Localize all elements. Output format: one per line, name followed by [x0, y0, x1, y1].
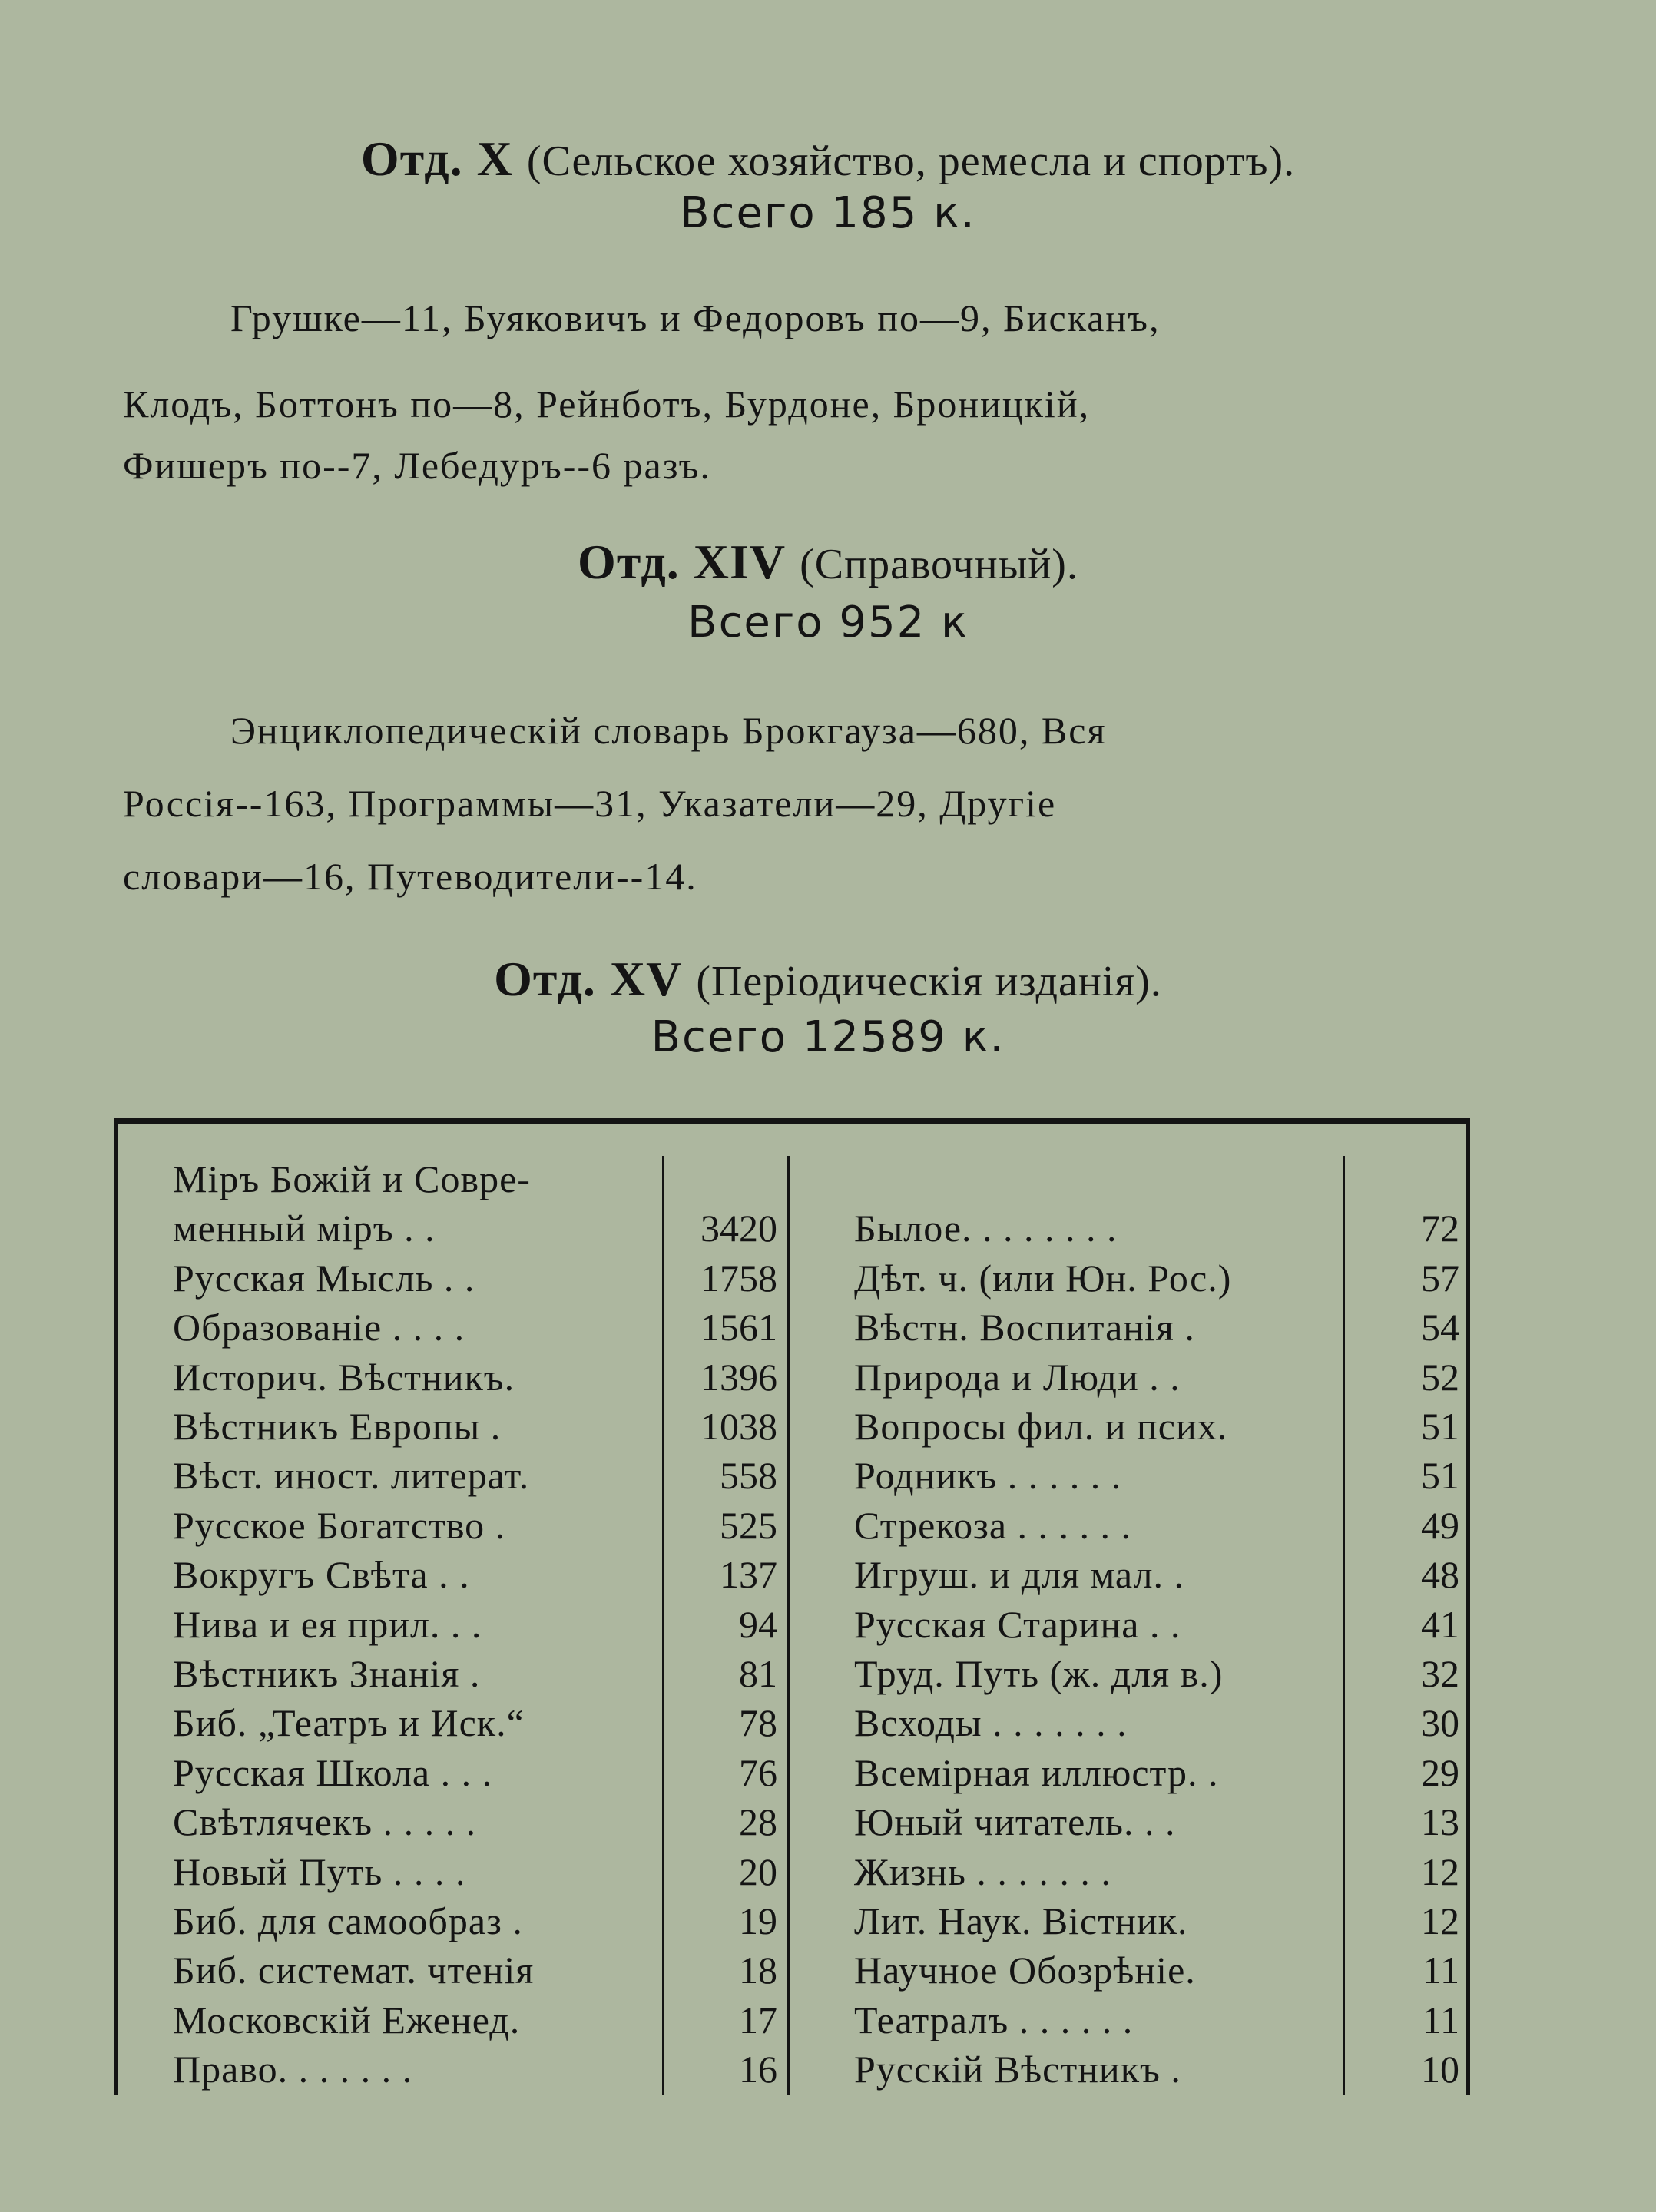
- periodical-count: 28: [739, 1800, 777, 1844]
- periodical-count: 30: [1421, 1701, 1459, 1745]
- periodical-count: 54: [1421, 1306, 1459, 1349]
- periodical-name: Лит. Наук. Вістник.: [854, 1899, 1188, 1942]
- periodical-count: 17: [739, 1998, 777, 2041]
- periodical-name: Вокругъ Свѣта . .: [173, 1553, 470, 1597]
- periodical-name: Русское Богатство .: [173, 1503, 506, 1547]
- periodical-name: Биб. „Театръ и Иск.“: [173, 1701, 525, 1745]
- periodical-name: Стрекоза . . . . . .: [854, 1503, 1132, 1547]
- periodical-name: Русскій Вѣстникъ .: [854, 2048, 1181, 2091]
- periodical-count: 49: [1421, 1503, 1459, 1547]
- section-number: X: [476, 131, 513, 186]
- periodical-name: Родникъ . . . . . .: [854, 1454, 1122, 1498]
- periodical-count: 78: [739, 1701, 777, 1745]
- periodical-count: 81: [739, 1652, 777, 1695]
- periodical-count: [664, 1154, 777, 1204]
- column-divider: [787, 1156, 790, 2095]
- periodical-count: 1038: [700, 1405, 777, 1448]
- periodical-count: 20: [739, 1849, 777, 1893]
- section-xv-total: Всего 12589 к.: [651, 1012, 1005, 1062]
- periodical-count: 137: [720, 1553, 777, 1597]
- section-xiv-total: Всего 952 к: [687, 598, 969, 647]
- periodical-count: 41: [1421, 1602, 1459, 1646]
- periodical-name: Всходы . . . . . . .: [854, 1701, 1128, 1745]
- periodical-name: Русская Мысль . .: [173, 1256, 475, 1300]
- periodical-name: Биб. системат. чтенія: [173, 1949, 535, 1992]
- section-xiv-line-1: Энциклопедическій словарь Брокгауза—680, Вся: [230, 709, 1107, 752]
- periodical-count: 48: [1421, 1553, 1459, 1597]
- section-xiv-title: [0, 534, 1656, 591]
- periodical-count: 52: [1421, 1355, 1459, 1399]
- periodical-name: Міръ Божій и Совре-: [173, 1157, 531, 1200]
- periodical-count: 10: [1421, 2048, 1459, 2091]
- section-label: Отд.: [360, 131, 463, 186]
- section-x-title: [0, 131, 1656, 187]
- periodical-count: 29: [1421, 1750, 1459, 1794]
- periodical-name: Новый Путь . . . .: [173, 1849, 466, 1893]
- periodical-name: Труд. Путь (ж. для в.): [854, 1652, 1224, 1695]
- periodical-name: Вѣстникъ Европы .: [173, 1405, 502, 1448]
- periodical-name: менный міръ . .: [173, 1207, 436, 1250]
- table-left-border: [114, 1118, 118, 2095]
- periodical-name: Свѣтлячекъ . . . . .: [173, 1800, 477, 1844]
- periodical-name: Вопросы фил. и псих.: [854, 1405, 1228, 1448]
- table-right-border: [1466, 1118, 1470, 2095]
- periodical-name: Игруш. и для мал. .: [854, 1553, 1184, 1597]
- periodical-count: 11: [1422, 1998, 1459, 2041]
- periodical-name: Научное Обозрѣніе.: [854, 1949, 1196, 1992]
- periodical-count: 19: [739, 1899, 777, 1942]
- periodical-count: 16: [739, 2048, 777, 2091]
- periodical-count: 94: [739, 1602, 777, 1646]
- periodical-count: 1561: [700, 1306, 777, 1349]
- periodical-count: 76: [739, 1750, 777, 1794]
- periodical-count: 558: [720, 1454, 777, 1498]
- periodical-count: 12: [1421, 1849, 1459, 1893]
- section-xv-title: [0, 951, 1656, 1008]
- section-label: Отд.: [578, 535, 680, 589]
- section-label: Отд.: [494, 952, 596, 1006]
- periodical-count: 11: [1422, 1949, 1459, 1992]
- periodical-count: 3420: [700, 1207, 777, 1250]
- periodical-name: Московскій Еженед.: [173, 1998, 521, 2041]
- periodical-name: Вѣстникъ Знанія .: [173, 1652, 481, 1695]
- periodical-name: Вѣст. иност. литерат.: [173, 1454, 530, 1498]
- section-description: (Періодическія изданія).: [696, 958, 1162, 1005]
- periodical-name: Русская Школа . . .: [173, 1750, 493, 1794]
- section-description: (Сельское хозяйство, ремесла и спортъ).: [526, 137, 1296, 185]
- periodical-count: 18: [739, 1949, 777, 1992]
- periodical-name: Биб. для самообраз .: [173, 1899, 523, 1942]
- periodical-count: 525: [720, 1503, 777, 1547]
- periodical-count: 1758: [700, 1256, 777, 1300]
- section-number: XV: [609, 952, 683, 1006]
- section-x-line-3: Фишеръ по--7, Лебедуръ--6 разъ.: [123, 444, 711, 487]
- periodical-name: Дѣт. ч. (или Юн. Рос.): [854, 1256, 1232, 1300]
- periodical-name: Всемірная иллюстр. .: [854, 1750, 1219, 1794]
- periodical-count: 51: [1421, 1405, 1459, 1448]
- section-xiv-line-2: Россія--163, Программы—31, Указатели—29, Другіе: [123, 782, 1057, 825]
- periodical-name: Былое. . . . . . . .: [854, 1207, 1118, 1250]
- periodical-count: 57: [1421, 1256, 1459, 1300]
- periodical-name: Русская Старина . .: [854, 1602, 1181, 1646]
- table-top-rule: [114, 1118, 1470, 1124]
- periodical-count: 72: [1421, 1207, 1459, 1250]
- periodical-name: Историч. Вѣстникъ.: [173, 1355, 515, 1399]
- periodical-name: Жизнь . . . . . . .: [854, 1849, 1111, 1893]
- section-number: XIV: [693, 535, 787, 589]
- periodical-count: 13: [1421, 1800, 1459, 1844]
- periodical-count: 51: [1421, 1454, 1459, 1498]
- periodical-name: Нива и ея прил. . .: [173, 1602, 482, 1646]
- periodical-name: Природа и Люди . .: [854, 1355, 1181, 1399]
- section-x-total: Всего 185 к.: [680, 188, 976, 238]
- periodical-count: 32: [1421, 1652, 1459, 1695]
- section-x-line-2: Клодъ, Боттонъ по—8, Рейнботъ, Бурдоне, Броницкій,: [123, 382, 1091, 426]
- periodical-name: Образованіе . . . .: [173, 1306, 465, 1349]
- periodical-name: Право. . . . . . .: [173, 2048, 413, 2091]
- section-x-line-1: Грушке—11, Буяковичъ и Федоровъ по—9, Бисканъ,: [230, 296, 1161, 339]
- periodical-count: 12: [1421, 1899, 1459, 1942]
- periodical-name: Театралъ . . . . . .: [854, 1998, 1134, 2041]
- periodical-name: Юный читатель. . .: [854, 1800, 1176, 1844]
- section-description: (Справочный).: [800, 541, 1078, 588]
- periodical-name: Вѣстн. Воспитанія .: [854, 1306, 1195, 1349]
- section-xiv-line-3: словари—16, Путеводители--14.: [123, 855, 697, 898]
- column-divider: [1343, 1156, 1345, 2095]
- periodical-count: 1396: [700, 1355, 777, 1399]
